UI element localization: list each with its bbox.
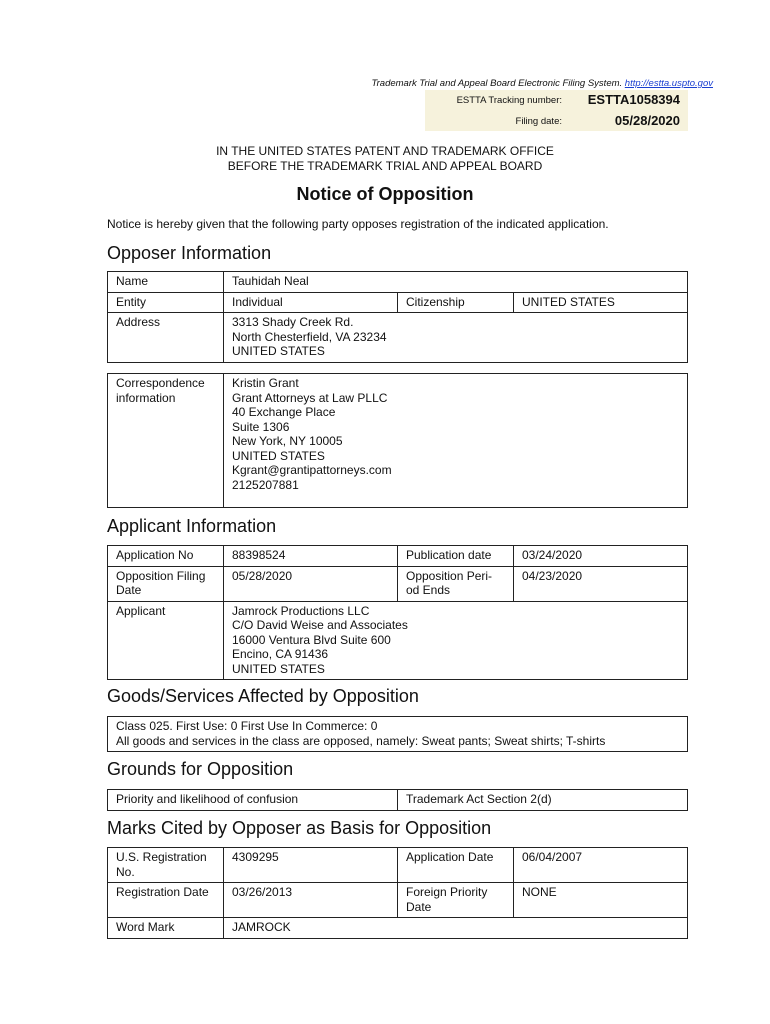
correspondence-line: 40 Exchange Place <box>232 405 336 419</box>
address-line: 3313 Shady Creek Rd. <box>232 315 354 329</box>
correspondence-table <box>107 373 688 508</box>
address-label: Address <box>108 313 224 363</box>
label-line: Foreign Priority <box>406 885 488 899</box>
intro-text: Notice is hereby given that the following party opposes registration of the indicated application. <box>107 217 609 231</box>
grounds-heading: Grounds for Opposition <box>107 759 294 779</box>
table-row <box>108 546 688 567</box>
table-row <box>108 717 688 752</box>
court-line-1: IN THE UNITED STATES PATENT AND TRADEMARK OFFICE <box>216 144 554 158</box>
tracking-value: ESTTA1058394 <box>587 92 680 107</box>
entity-label: Entity <box>108 292 224 313</box>
registration-date-label: Registration Date <box>108 883 224 918</box>
estta-link[interactable]: http://estta.uspto.gov <box>624 78 713 89</box>
registration-no-value: 4309295 <box>224 848 398 883</box>
court-heading <box>0 144 770 174</box>
goods-line: All goods and services in the class are opposed, namely: Sweat pants; Sweat shirts; T-shirts <box>116 733 606 748</box>
filing-date-label: Filing date: <box>515 116 562 127</box>
application-no-value: 88398524 <box>224 546 398 567</box>
opposition-period-value: 04/23/2020 <box>514 566 688 601</box>
label-line: Date <box>406 899 432 914</box>
estta-system-line <box>372 78 713 89</box>
correspondence-label-line: information <box>116 390 176 405</box>
entity-value: Individual <box>224 292 398 313</box>
label-line: No. <box>116 864 135 879</box>
correspondence-phone: 2125207881 <box>232 477 299 492</box>
address-line: North Chesterfield, VA 23234 <box>232 329 387 344</box>
label-line: Date <box>116 583 142 597</box>
name-value: Tauhidah Neal <box>224 272 688 293</box>
applicant-line: UNITED STATES <box>232 661 325 676</box>
table-row <box>108 848 688 883</box>
label-line: od Ends <box>406 583 451 597</box>
applicant-value <box>224 601 688 680</box>
filing-date-value: 05/28/2020 <box>614 113 680 128</box>
registration-no-label <box>108 848 224 883</box>
foreign-priority-value: NONE <box>514 883 688 918</box>
applicant-label: Applicant <box>108 601 224 680</box>
applicant-line: C/O David Weise and Associates <box>232 618 408 632</box>
correspondence-value <box>224 374 688 508</box>
word-mark-value: JAMROCK <box>224 918 688 939</box>
tracking-box <box>425 90 688 131</box>
table-row <box>108 790 688 811</box>
court-line-2: BEFORE THE TRADEMARK TRIAL AND APPEAL BOARD <box>227 159 543 173</box>
opposer-table <box>107 271 688 363</box>
address-value <box>224 313 688 363</box>
citizenship-label: Citizenship <box>398 292 514 313</box>
tracking-row <box>425 90 688 110</box>
applicant-line: Encino, CA 91436 <box>232 647 329 661</box>
correspondence-label <box>108 374 224 508</box>
correspondence-line: Suite 1306 <box>232 419 290 434</box>
publication-date-label: Publication date <box>398 546 514 567</box>
grounds-table <box>107 789 688 811</box>
table-row <box>108 918 688 939</box>
page-title: Notice of Opposition <box>296 184 474 204</box>
table-row <box>108 883 688 918</box>
ground-value: Priority and likelihood of confusion <box>108 790 398 811</box>
publication-date-value: 03/24/2020 <box>514 546 688 567</box>
registration-date-value: 03/26/2013 <box>224 883 398 918</box>
word-mark-label: Word Mark <box>108 918 224 939</box>
applicant-line: 16000 Ventura Blvd Suite 600 <box>232 632 391 647</box>
citizenship-value: UNITED STATES <box>514 292 688 313</box>
correspondence-line: Grant Attorneys at Law PLLC <box>232 390 388 405</box>
tracking-label: ESTTA Tracking number: <box>456 95 562 106</box>
applicant-heading: Applicant Information <box>107 516 277 536</box>
foreign-priority-label <box>398 883 514 918</box>
opposition-filing-value: 05/28/2020 <box>224 566 398 601</box>
table-row <box>108 374 688 508</box>
table-row <box>108 292 688 313</box>
table-row <box>108 313 688 363</box>
ground-basis: Trademark Act Section 2(d) <box>398 790 688 811</box>
applicant-table <box>107 545 688 680</box>
table-row <box>108 272 688 293</box>
opposition-filing-label <box>108 566 224 601</box>
correspondence-line: New York, NY 10005 <box>232 434 343 448</box>
goods-heading: Goods/Services Affected by Opposition <box>107 686 419 706</box>
goods-table <box>107 716 688 752</box>
application-no-label: Application No <box>108 546 224 567</box>
correspondence-line: UNITED STATES <box>232 448 325 463</box>
opposer-heading: Opposer Information <box>107 243 272 263</box>
filing-date-row <box>425 111 688 131</box>
system-text: Trademark Trial and Appeal Board Electronic Filing System. <box>371 78 623 89</box>
correspondence-label-line: Correspondence <box>116 376 205 390</box>
label-line: Opposition Peri- <box>406 568 493 583</box>
table-row <box>108 601 688 680</box>
label-line: Opposition Filing <box>116 568 206 583</box>
address-line: UNITED STATES <box>232 344 325 358</box>
applicant-line: Jamrock Productions LLC <box>232 603 370 618</box>
name-label: Name <box>108 272 224 293</box>
label-line: U.S. Registration <box>116 850 207 864</box>
application-date-label: Application Date <box>398 848 514 883</box>
goods-value <box>108 717 688 752</box>
correspondence-email: Kgrant@grantipattorneys.com <box>232 463 392 477</box>
goods-line: Class 025. First Use: 0 First Use In Commerce: 0 <box>116 719 378 733</box>
opposition-period-label <box>398 566 514 601</box>
table-row <box>108 566 688 601</box>
marks-table <box>107 847 688 939</box>
application-date-value: 06/04/2007 <box>514 848 688 883</box>
correspondence-line: Kristin Grant <box>232 376 299 390</box>
marks-heading: Marks Cited by Opposer as Basis for Opposition <box>107 818 492 838</box>
